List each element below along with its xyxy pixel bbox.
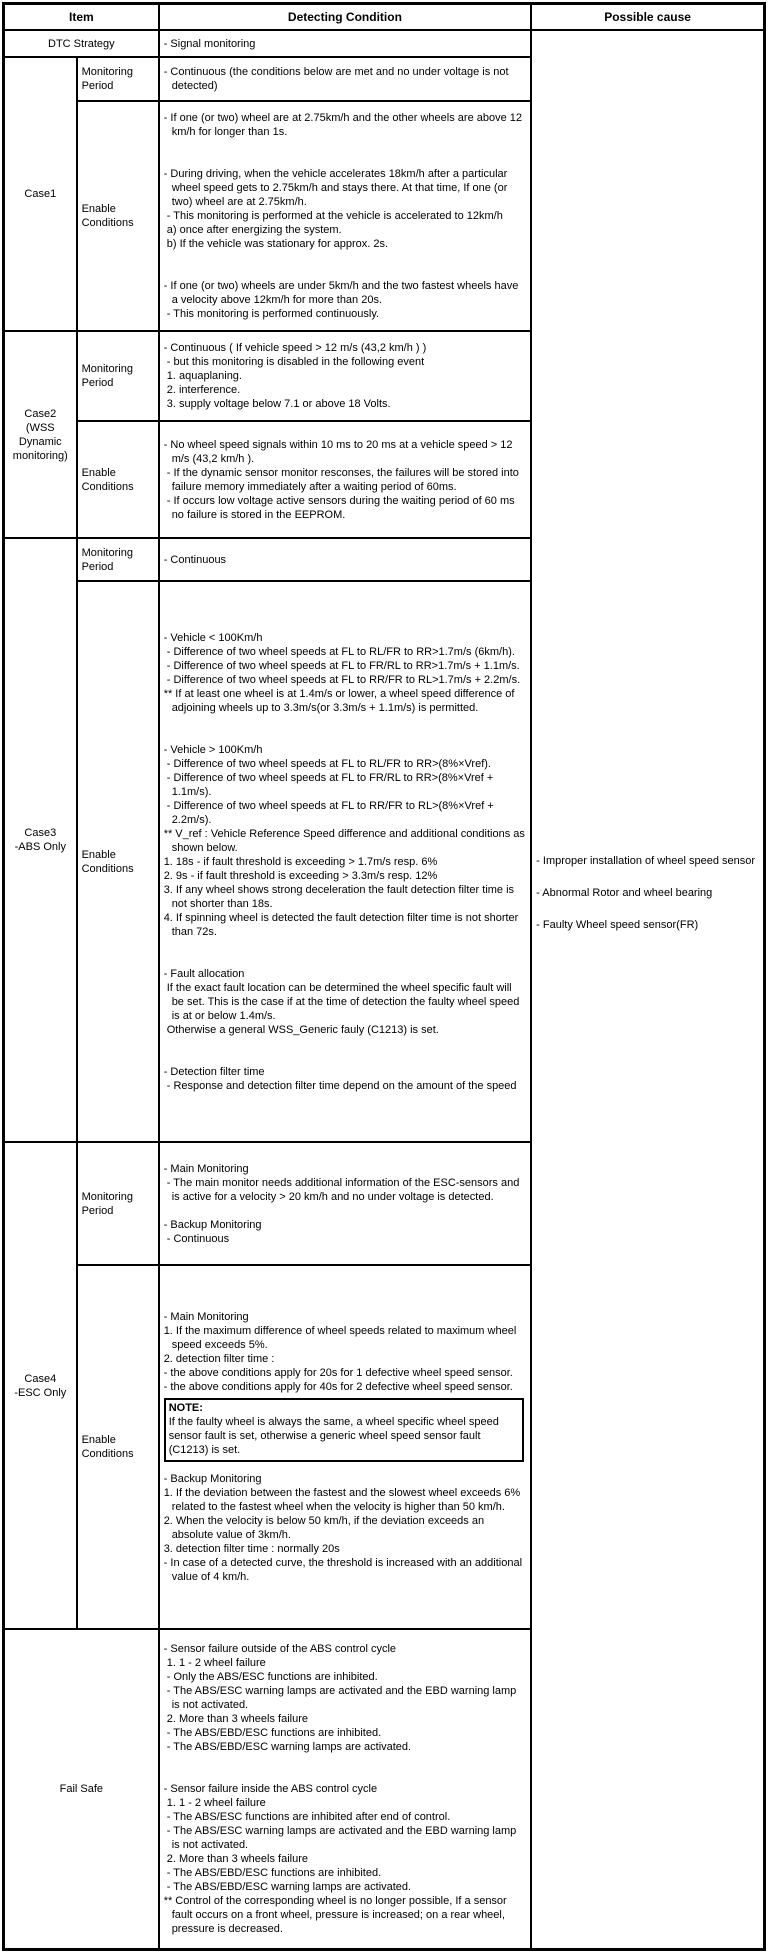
case4-label: Case4 -ESC Only (4, 1142, 77, 1629)
case1-monitoring-period-detail: - Continuous (the conditions below are met and no under voltage is not detected) (159, 57, 531, 101)
note-body: If the faulty wheel is always the same, a wheel specific wheel speed sensor fault is set, otherwise a generic wheel speed sensor fault (C1213) is set. (168, 1416, 502, 1456)
case4-enable-conditions-label: Enable Conditions (77, 1265, 159, 1629)
dtc-strategy-label: DTC Strategy (4, 30, 159, 57)
case2-enable-conditions-label: Enable Conditions (77, 421, 159, 538)
case4-monitoring-period-detail: - Main Monitoring - The main monitor needs additional information of the ESC-sensors and is active for a velocity > 20 km/h and no under voltage is detected. - Backup Monitoring - Continuous (159, 1142, 531, 1265)
case3-enable-conditions-detail: - Vehicle < 100Km/h - Difference of two wheel speeds at FL to RL/FR to RR>1.7m/s (6km/h). - Difference of two wheel speeds at FL to FR/RL to RR>1.7m/s + 1.1m/s. - Difference of two wheel speeds at FL to RR/FR to RL>1.7m/s + 2.2m/s. ** If at least one wheel is at 1.4m/s or lower, a wheel speed difference of adjoining wheels up to 3.3m/s(or 3.3m/s + 1.1m/s) is permitted. - Vehicle > 100Km/h - Difference of two wheel speeds at FL to RL/FR to RR>(8%×Vref). - Difference of two wheel speeds at FL to FR/RL to RR>(8%×Vref + 1.1m/s). - Difference of two wheel speeds at FL to RR/FR to RL>(8%×Vref + 2.2m/s). ** V_ref : Vehicle Reference Speed difference and additional conditions as shown below. 1. 18s - if fault threshold is exceeding > 1.7m/s resp. 6% 2. 9s - if fault threshold is exceeding > 3.3m/s resp. 12% 3. If any wheel shows strong deceleration the fault detection filter time is not shorter than 18s. 4. If spinning wheel is detected the fault detection filter time is not shorter than 72s. - Fault allocation If the exact fault location can be determined the wheel specific fault will be set. This is the case if at the time of detection the faulty wheel speed is at or below 1.4m/s. Otherwise a general WSS_Generic fauly (C1213) is set. - Detection filter time - Response and detection filter time depend on the amount of the speed (159, 581, 531, 1142)
dtc-strategy-row (4, 30, 765, 57)
fail-safe-detail: - Sensor failure outside of the ABS control cycle 1. 1 - 2 wheel failure - Only the ABS/ESC functions are inhibited. - The ABS/ESC warning lamps are activated and the EBD warning lamp is not activated. 2. More than 3 wheels failure - The ABS/EBD/ESC functions are inhibited. - The ABS/EBD/ESC warning lamps are activated. - Sensor failure inside the ABS control cycle 1. 1 - 2 wheel failure - The ABS/ESC functions are inhibited after end of control. - The ABS/ESC warning lamps are activated and the EBD warning lamp is not activated. 2. More than 3 wheels failure - The ABS/EBD/ESC functions are inhibited. - The ABS/EBD/ESC warning lamps are activated. ** Control of the corresponding wheel is no longer possible, If a sensor fault occurs on a front wheel, pressure is increased; on a rear wheel, pressure is decreased. (159, 1629, 531, 1950)
possible-cause-cell (531, 30, 764, 1950)
case4-monitoring-period-label: Monitoring Period (77, 1142, 159, 1265)
case3-monitoring-period-detail: - Continuous (159, 538, 531, 581)
header-detecting-condition: Detecting Condition (159, 4, 531, 31)
case2-label: Case2 (WSS Dynamic monitoring) (4, 331, 77, 538)
case1-enable-conditions-detail: - If one (or two) wheel are at 2.75km/h and the other wheels are above 12 km/h for longer than 1s. - During driving, when the vehicle accelerates 18km/h after a particular wheel speed gets to 2.75km/h and stays there. At that time, If one (or two) wheel are at 2.75km/h. - This monitoring is performed at the vehicle is accelerated to 12km/h a) once after energizing the system. b) If the vehicle was stationary for approx. 2s. - If one (or two) wheels are under 5km/h and the two fastest wheels have a velocity above 12km/h for more than 20s. - This monitoring is performed continuously. (159, 101, 531, 331)
case3-monitoring-period-label: Monitoring Period (77, 538, 159, 581)
note-title: NOTE: (168, 1402, 203, 1414)
case2-enable-conditions-detail: - No wheel speed signals within 10 ms to 20 ms at a vehicle speed > 12 m/s (43,2 km/h ). - If the dynamic sensor monitor resconses, the failures will be stored into failure memory immediately after a waiting period of 60ms. - If occurs low voltage active sensors during the waiting period of 60 ms no failure is stored in the EEPROM. (159, 421, 531, 538)
case1-enable-conditions-label: Enable Conditions (77, 101, 159, 331)
case2-monitoring-period-label: Monitoring Period (77, 331, 159, 421)
case4-enable-conditions-cell (159, 1265, 531, 1629)
fail-safe-label: Fail Safe (4, 1629, 159, 1950)
case4-enable-conditions-pre: - Main Monitoring 1. If the maximum difference of wheel speeds related to maximum wheel speed exceeds 5%. 2. detection filter time : - the above conditions apply for 20s for 1 defective wheel speed sensor. - the above conditions apply for 40s for 2 defective wheel speed sensor. (163, 1311, 520, 1393)
table-header-row (4, 4, 765, 31)
header-possible-cause: Possible cause (531, 4, 764, 31)
case2-monitoring-period-detail: - Continuous ( If vehicle speed > 12 m/s (43,2 km/h ) ) - but this monitoring is disabled in the following event 1. aquaplaning. 2. interference. 3. supply voltage below 7.1 or above 18 Volts. (159, 331, 531, 421)
case1-monitoring-period-label: Monitoring Period (77, 57, 159, 101)
case4-enable-conditions-post: - Backup Monitoring 1. If the deviation between the fastest and the slowest wheel exceeds 6% related to the fastest wheel when the velocity is higher than 50 km/h. 2. When the velocity is below 50 km/h, if the deviation exceeds an absolute value of 3km/h. 3. detection filter time : normally 20s - In case of a detected curve, the threshold is increased with an additional value of 4 km/h. (163, 1473, 526, 1583)
case3-label: Case3 -ABS Only (4, 538, 77, 1142)
case1-label: Case1 (4, 57, 77, 331)
dtc-strategy-detail: - Signal monitoring (159, 30, 531, 57)
dtc-detecting-condition-table (2, 2, 766, 1951)
note-box (164, 1398, 524, 1462)
possible-cause-list: - Improper installation of wheel speed sensor - Abnormal Rotor and wheel bearing - Faulty Wheel speed sensor(FR) (536, 855, 756, 931)
header-item: Item (4, 4, 159, 31)
case3-enable-conditions-label: Enable Conditions (77, 581, 159, 1142)
